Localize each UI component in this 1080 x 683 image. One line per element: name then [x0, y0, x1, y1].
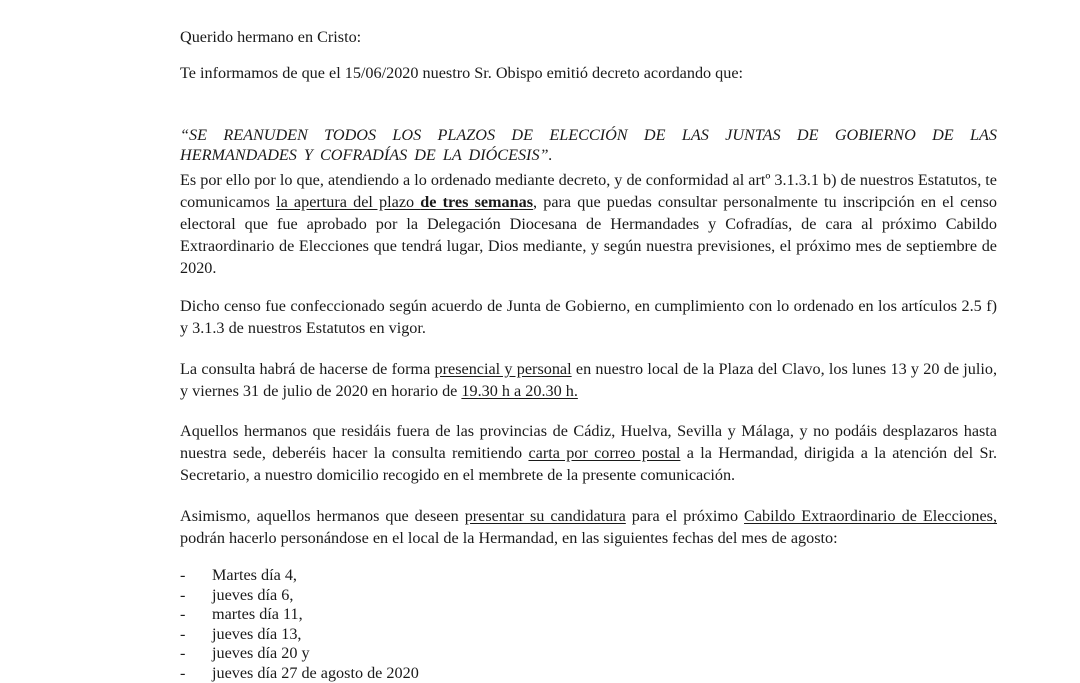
para1-text-after: , para que puedas consultar personalmente tu inscripción en el censo electoral que fue aprobado por la Delegación Diocesana de Hermandades y Cofradías, de cara al próximo Cabildo Extraordinario de Elecciones que tendrá lugar, Dios mediante, y según nuestra previsiones, el próximo mes de septiembre de 2020. — [180, 193, 997, 277]
intro-paragraph: Te informamos de que el 15/06/2020 nuestro Sr. Obispo emitió decreto acordando que: — [180, 62, 997, 84]
postal-letter-text: carta por correo postal — [528, 444, 680, 462]
paragraph-consultation-schedule — [180, 358, 997, 402]
dash-bullet-icon: - — [180, 625, 212, 645]
candidacy-dates-list — [180, 566, 419, 683]
paragraph-census-consultation — [180, 169, 997, 279]
list-item — [180, 664, 419, 683]
dash-bullet-icon: - — [180, 664, 212, 683]
para4-text: Aquellos hermanos que residáis fuera de las provincias de Cádiz, Huelva, Sevilla y Málaga, y no podáis desplazaros hasta nuestra sede, deberéis hacer la consulta remitiendo — [180, 422, 997, 462]
date-text: martes día 11, — [212, 605, 303, 625]
paragraph-candidacy — [180, 505, 997, 549]
dash-bullet-icon: - — [180, 586, 212, 606]
salutation: Querido hermano en Cristo: — [180, 26, 361, 48]
dash-bullet-icon: - — [180, 566, 212, 586]
in-person-text: presencial y personal — [435, 360, 572, 378]
schedule-hours-text: 19.30 h a 20.30 h. — [461, 382, 577, 400]
cabildo-text: Cabildo Extraordinario de Elecciones, — [744, 507, 997, 525]
para4-text-after: a la Hermandad, dirigida a la atención del Sr. Secretario, a nuestro domicilio recogido en el membrete de la presente comunicación. — [180, 444, 997, 484]
date-text: jueves día 13, — [212, 625, 301, 645]
deadline-opening-text: la apertura del plazo — [276, 193, 420, 211]
paragraph-census-origin: Dicho censo fue confeccionado según acuerdo de Junta de Gobierno, en cumplimiento con lo ordenado en los artículos 2.5 f) y 3.1.3 de nuestros Estatutos en vigor. — [180, 295, 997, 339]
para3-text-middle: en nuestro local de la Plaza del Clavo, los lunes 13 y 20 de julio, y viernes 31 de julio de 2020 en horario de — [180, 360, 997, 400]
list-item — [180, 644, 419, 664]
date-text: jueves día 27 de agosto de 2020 — [212, 664, 419, 683]
list-item — [180, 586, 419, 606]
list-item — [180, 566, 419, 586]
list-item — [180, 605, 419, 625]
date-text: jueves día 20 y — [212, 644, 310, 664]
three-weeks-text: de tres semanas — [420, 193, 533, 211]
para5-text-after: podrán hacerlo personándose en el local de la Hermandad, en las siguientes fechas del mes de agosto: — [180, 529, 838, 547]
candidacy-text: presentar su candidatura — [465, 507, 626, 525]
date-text: jueves día 6, — [212, 586, 293, 606]
para5-text: Asimismo, aquellos hermanos que deseen — [180, 507, 465, 525]
para1-underlined — [276, 193, 533, 211]
paragraph-postal-consultation — [180, 420, 997, 486]
para3-text: La consulta habrá de hacerse de forma — [180, 360, 435, 378]
dash-bullet-icon: - — [180, 644, 212, 664]
para1-text: Es por ello por lo que, atendiendo a lo ordenado mediante decreto, y de conformidad al artº 3.1.3.1 b) de nuestros Estatutos, te comunicamos — [180, 171, 997, 211]
para5-text-middle: para el próximo — [626, 507, 744, 525]
date-text: Martes día 4, — [212, 566, 297, 586]
list-item — [180, 625, 419, 645]
decree-quote: “SE REANUDEN TODOS LOS PLAZOS DE ELECCIÓN DE LAS JUNTAS DE GOBIERNO DE LAS HERMANDADES Y COFRADÍAS DE LA DIÓCESIS”. — [180, 125, 997, 165]
dash-bullet-icon: - — [180, 605, 212, 625]
